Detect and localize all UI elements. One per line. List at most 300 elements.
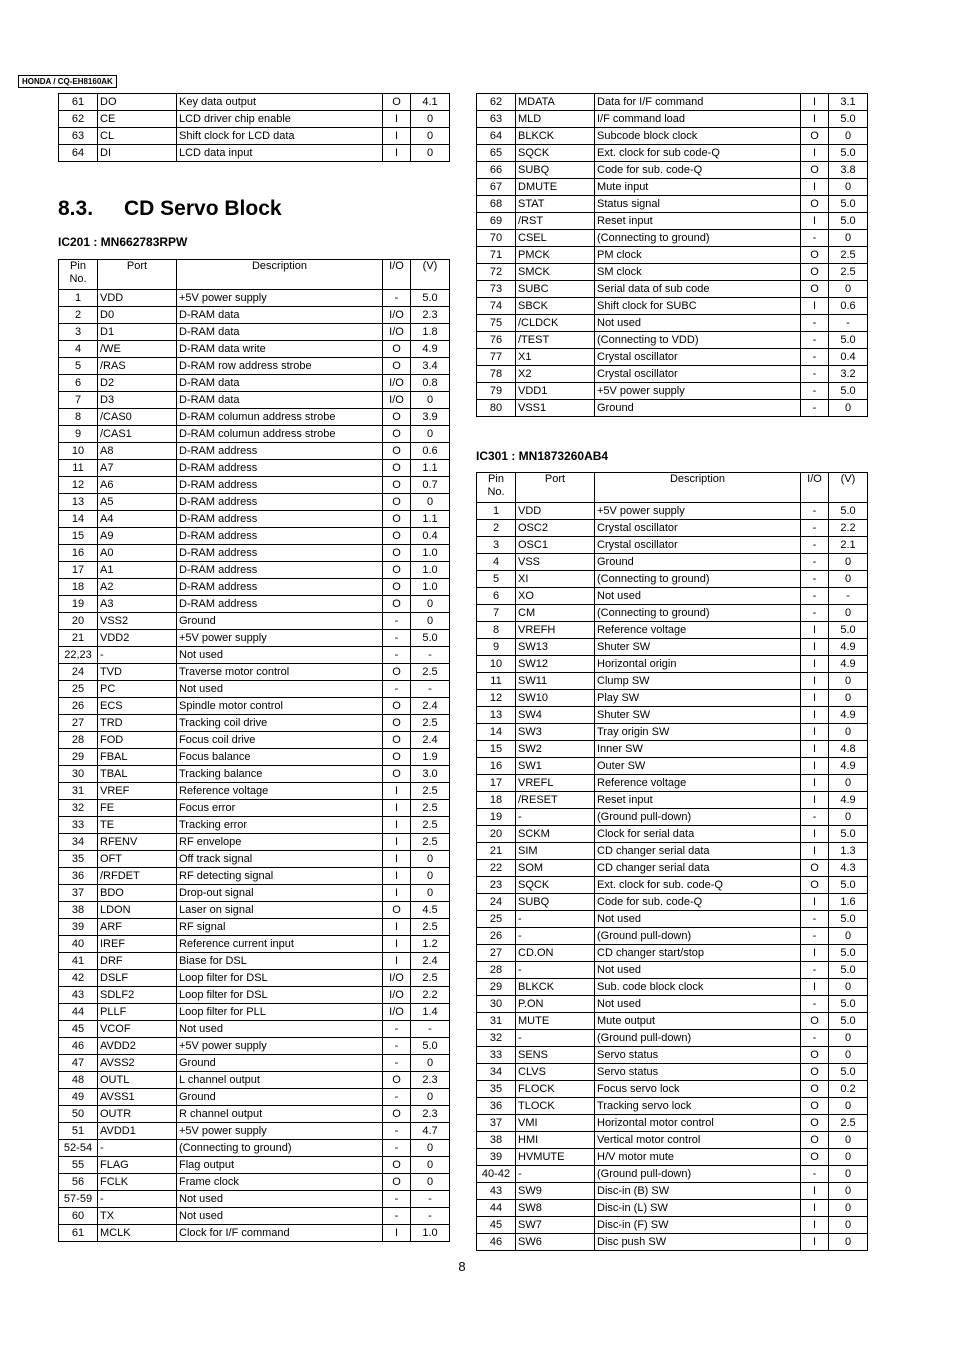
cell-port: BDO	[98, 885, 177, 902]
cell-desc: Tracking balance	[177, 766, 383, 783]
table-row	[477, 996, 868, 1013]
ic301-title: IC301 : MN1873260AB4	[476, 449, 609, 463]
cell-port: A1	[98, 562, 177, 579]
cell-v: 0	[829, 1217, 868, 1234]
cell-port: SW8	[516, 1200, 595, 1217]
cell-desc: (Ground pull-down)	[595, 809, 801, 826]
table-row	[59, 1123, 450, 1140]
cell-port: SW6	[516, 1234, 595, 1251]
cell-desc: Reference voltage	[177, 783, 383, 800]
table-row	[59, 290, 450, 307]
cell-desc: Subcode block clock	[595, 128, 801, 145]
cell-v: 0.2	[829, 1081, 868, 1098]
cell-v: 2.5	[829, 264, 868, 281]
cell-pin: 40-42	[477, 1166, 516, 1183]
cell-port: A5	[98, 494, 177, 511]
cell-desc: Crystal oscillator	[595, 520, 801, 537]
cell-v: 4.9	[829, 639, 868, 656]
cell-desc: Reference voltage	[595, 775, 801, 792]
cell-io: O	[801, 281, 829, 298]
cell-v: 3.2	[829, 366, 868, 383]
cell-pin: 6	[59, 375, 98, 392]
cell-desc: Ext. clock for sub. code-Q	[595, 877, 801, 894]
cell-io: O	[383, 477, 411, 494]
table-row	[477, 111, 868, 128]
cell-v: 2.5	[411, 715, 450, 732]
cell-pin: 47	[59, 1055, 98, 1072]
cell-desc: Serial data of sub code	[595, 281, 801, 298]
cell-port: TBAL	[98, 766, 177, 783]
cell-desc: Not used	[177, 1191, 383, 1208]
cell-desc: Focus error	[177, 800, 383, 817]
cell-desc: +5V power supply	[595, 383, 801, 400]
cell-port: MCLK	[98, 1225, 177, 1242]
cell-port: -	[98, 1140, 177, 1157]
cell-pin: 34	[59, 834, 98, 851]
cell-port: -	[516, 809, 595, 826]
cell-io: O	[383, 460, 411, 477]
cell-port: BLKCK	[516, 128, 595, 145]
cell-desc: Clump SW	[595, 673, 801, 690]
cell-io: I	[801, 945, 829, 962]
table-row	[59, 681, 450, 698]
cell-v: 5.0	[829, 911, 868, 928]
cell-desc: +5V power supply	[177, 630, 383, 647]
cell-desc: (Connecting to ground)	[595, 571, 801, 588]
table-row	[477, 264, 868, 281]
cell-v: 0	[411, 613, 450, 630]
table-row	[59, 953, 450, 970]
table-row	[59, 783, 450, 800]
cell-pin: 68	[477, 196, 516, 213]
cell-io: I	[801, 622, 829, 639]
cell-pin: 60	[59, 1208, 98, 1225]
cell-port: CD.ON	[516, 945, 595, 962]
table-row	[477, 366, 868, 383]
cell-pin: 6	[477, 588, 516, 605]
cell-port: SW12	[516, 656, 595, 673]
cell-v: 5.0	[411, 1038, 450, 1055]
cell-io: -	[801, 996, 829, 1013]
table-row	[59, 94, 450, 111]
cell-port: SW7	[516, 1217, 595, 1234]
cell-io: O	[383, 545, 411, 562]
cell-desc: Servo status	[595, 1047, 801, 1064]
cell-v: 0	[411, 1174, 450, 1191]
cell-pin: 42	[59, 970, 98, 987]
cell-desc: Crystal oscillator	[595, 349, 801, 366]
cell-io: I	[383, 817, 411, 834]
cell-desc: Reset input	[595, 213, 801, 230]
cell-port: -	[98, 647, 177, 664]
cell-io: O	[801, 1098, 829, 1115]
cell-io: I	[801, 145, 829, 162]
table-row	[59, 358, 450, 375]
cell-desc: Off track signal	[177, 851, 383, 868]
cell-port: /CAS0	[98, 409, 177, 426]
cell-port: CM	[516, 605, 595, 622]
cell-pin: 16	[477, 758, 516, 775]
cell-v: 5.0	[829, 383, 868, 400]
cell-pin: 57-59	[59, 1191, 98, 1208]
table-row	[477, 1166, 868, 1183]
cell-port: AVDD1	[98, 1123, 177, 1140]
cell-pin: 5	[59, 358, 98, 375]
cell-port: SUBQ	[516, 162, 595, 179]
cell-io: I	[801, 298, 829, 315]
table-row	[59, 664, 450, 681]
cell-desc: Horizontal motor control	[595, 1115, 801, 1132]
cell-io: I	[383, 1225, 411, 1242]
cell-v: 2.5	[411, 834, 450, 851]
cell-port: SIM	[516, 843, 595, 860]
ic201-pin-table-continued	[476, 93, 868, 417]
cell-v: 2.5	[411, 919, 450, 936]
cell-desc: R channel output	[177, 1106, 383, 1123]
cell-io: -	[801, 911, 829, 928]
cell-io: -	[801, 383, 829, 400]
cell-io: I	[801, 843, 829, 860]
table-row	[477, 1200, 868, 1217]
cell-desc: (Connecting to ground)	[595, 605, 801, 622]
cell-v: 0	[829, 1132, 868, 1149]
table-row	[477, 281, 868, 298]
cell-port: SW2	[516, 741, 595, 758]
cell-v: 2.5	[411, 800, 450, 817]
table-row	[477, 775, 868, 792]
cell-v: 4.9	[829, 707, 868, 724]
cell-port: DSLF	[98, 970, 177, 987]
cell-io: -	[801, 571, 829, 588]
table-row	[59, 528, 450, 545]
cell-v: 2.3	[411, 307, 450, 324]
cell-io: I	[801, 758, 829, 775]
cell-pin: 43	[59, 987, 98, 1004]
cell-io: O	[383, 664, 411, 681]
cell-io: -	[383, 290, 411, 307]
table-row	[59, 324, 450, 341]
cell-v: 0	[829, 605, 868, 622]
cell-v: 2.4	[411, 953, 450, 970]
cell-pin: 64	[59, 145, 98, 162]
table-row	[59, 545, 450, 562]
cell-io: I	[801, 894, 829, 911]
cell-io: -	[383, 1055, 411, 1072]
column-header-pin: Pin No.	[59, 260, 98, 290]
table-row	[477, 1047, 868, 1064]
cell-desc: Focus balance	[177, 749, 383, 766]
cell-io: -	[383, 630, 411, 647]
cell-pin: 5	[477, 571, 516, 588]
cell-port: AVSS2	[98, 1055, 177, 1072]
cell-port: A7	[98, 460, 177, 477]
cell-port: ECS	[98, 698, 177, 715]
table-row	[477, 1064, 868, 1081]
cell-pin: 63	[477, 111, 516, 128]
cell-port: TE	[98, 817, 177, 834]
cell-v: 0	[829, 928, 868, 945]
cell-desc: Not used	[177, 1021, 383, 1038]
table-row	[477, 230, 868, 247]
cell-desc: Shift clock for SUBC	[595, 298, 801, 315]
table-row	[477, 979, 868, 996]
cell-io: -	[383, 681, 411, 698]
cell-port: VMI	[516, 1115, 595, 1132]
cell-pin: 4	[59, 341, 98, 358]
cell-pin: 2	[477, 520, 516, 537]
cell-pin: 28	[59, 732, 98, 749]
cell-io: -	[801, 809, 829, 826]
table-row	[477, 315, 868, 332]
table-row	[477, 247, 868, 264]
cell-port: /RST	[516, 213, 595, 230]
cell-io: -	[383, 1021, 411, 1038]
cell-io: O	[383, 766, 411, 783]
cell-desc: Not used	[595, 315, 801, 332]
cell-io: I	[383, 800, 411, 817]
column-header-io: I/O	[383, 260, 411, 290]
cell-v: 5.0	[829, 196, 868, 213]
cell-port: DI	[98, 145, 177, 162]
table-row	[59, 477, 450, 494]
cell-port: CLVS	[516, 1064, 595, 1081]
cell-desc: Sub. code block clock	[595, 979, 801, 996]
cell-desc: H/V motor mute	[595, 1149, 801, 1166]
table-row	[59, 698, 450, 715]
cell-io: I	[801, 707, 829, 724]
cell-pin: 29	[59, 749, 98, 766]
cell-desc: D-RAM data	[177, 307, 383, 324]
table-row	[477, 1132, 868, 1149]
cell-desc: D-RAM data	[177, 375, 383, 392]
cell-pin: 26	[59, 698, 98, 715]
table-row	[59, 834, 450, 851]
table-row	[59, 128, 450, 145]
cell-v: 1.4	[411, 1004, 450, 1021]
cell-port: SOM	[516, 860, 595, 877]
page-number	[0, 1259, 920, 1274]
cell-port: FLAG	[98, 1157, 177, 1174]
cell-desc: (Connecting to VDD)	[595, 332, 801, 349]
cell-desc: Disc-in (B) SW	[595, 1183, 801, 1200]
table-row	[59, 1004, 450, 1021]
cell-v: 0.8	[411, 375, 450, 392]
cell-pin: 79	[477, 383, 516, 400]
cell-desc: Horizontal origin	[595, 656, 801, 673]
cell-port: VSS1	[516, 400, 595, 417]
cell-io: -	[801, 366, 829, 383]
cell-io: -	[801, 1030, 829, 1047]
cell-desc: (Ground pull-down)	[595, 1166, 801, 1183]
cell-desc: D-RAM address	[177, 596, 383, 613]
cell-io: I	[383, 885, 411, 902]
cell-port: VSS	[516, 554, 595, 571]
column-header-desc: Description	[595, 473, 801, 503]
cell-io: I	[801, 690, 829, 707]
cell-io: I	[383, 936, 411, 953]
cell-io: O	[383, 579, 411, 596]
cell-desc: Loop filter for PLL	[177, 1004, 383, 1021]
cell-v: 0	[829, 1234, 868, 1251]
cell-v: 2.5	[411, 817, 450, 834]
cell-pin: 23	[477, 877, 516, 894]
cell-v: 1.0	[411, 562, 450, 579]
cell-v: 2.2	[411, 987, 450, 1004]
cell-desc: Tray origin SW	[595, 724, 801, 741]
cell-v: 5.0	[829, 503, 868, 520]
table-row	[477, 213, 868, 230]
cell-port: MLD	[516, 111, 595, 128]
cell-v: 0	[411, 596, 450, 613]
table-row	[59, 902, 450, 919]
cell-io: O	[383, 732, 411, 749]
cell-pin: 4	[477, 554, 516, 571]
table-row	[477, 128, 868, 145]
cell-desc: Play SW	[595, 690, 801, 707]
table-row	[477, 1217, 868, 1234]
cell-pin: 30	[477, 996, 516, 1013]
table-row	[59, 511, 450, 528]
cell-desc: Ext. clock for sub code-Q	[595, 145, 801, 162]
table-row	[59, 145, 450, 162]
cell-desc: Shift clock for LCD data	[177, 128, 383, 145]
cell-pin: 55	[59, 1157, 98, 1174]
cell-v: 0	[411, 426, 450, 443]
cell-desc: CD changer serial data	[595, 860, 801, 877]
cell-v: 5.0	[829, 213, 868, 230]
cell-io: I/O	[383, 307, 411, 324]
cell-pin: 61	[59, 94, 98, 111]
cell-io: -	[801, 1166, 829, 1183]
cell-desc: Key data output	[177, 94, 383, 111]
cell-io: O	[801, 162, 829, 179]
cell-port: -	[98, 1191, 177, 1208]
cell-pin: 46	[59, 1038, 98, 1055]
cell-io: O	[801, 196, 829, 213]
cell-v: 0	[829, 1149, 868, 1166]
cell-pin: 1	[59, 290, 98, 307]
table-row	[59, 613, 450, 630]
cell-pin: 30	[59, 766, 98, 783]
cell-io: I	[383, 919, 411, 936]
cell-io: O	[383, 1157, 411, 1174]
cell-v: 1.2	[411, 936, 450, 953]
cell-pin: 18	[477, 792, 516, 809]
cell-pin: 69	[477, 213, 516, 230]
cell-desc: Shuter SW	[595, 707, 801, 724]
cell-desc: Focus coil drive	[177, 732, 383, 749]
page-number-text: 8	[458, 1259, 466, 1274]
cell-pin: 38	[477, 1132, 516, 1149]
cell-io: O	[383, 511, 411, 528]
cell-desc: D-RAM address	[177, 511, 383, 528]
cell-desc: Mute output	[595, 1013, 801, 1030]
cell-pin: 7	[477, 605, 516, 622]
cell-pin: 76	[477, 332, 516, 349]
cell-desc: D-RAM address	[177, 443, 383, 460]
cell-desc: Disc-in (F) SW	[595, 1217, 801, 1234]
cell-desc: L channel output	[177, 1072, 383, 1089]
cell-pin: 70	[477, 230, 516, 247]
cell-pin: 22,23	[59, 647, 98, 664]
cell-port: SW9	[516, 1183, 595, 1200]
cell-io: O	[801, 1047, 829, 1064]
cell-v: 5.0	[829, 1013, 868, 1030]
cell-io: I/O	[383, 987, 411, 1004]
cell-pin: 37	[59, 885, 98, 902]
cell-io: O	[801, 1149, 829, 1166]
cell-v: 1.6	[829, 894, 868, 911]
cell-pin: 45	[59, 1021, 98, 1038]
cell-desc: Loop filter for DSL	[177, 970, 383, 987]
cell-pin: 44	[477, 1200, 516, 1217]
table-row	[477, 622, 868, 639]
cell-io: I	[383, 145, 411, 162]
cell-pin: 8	[59, 409, 98, 426]
cell-pin: 18	[59, 579, 98, 596]
cell-port: PLLF	[98, 1004, 177, 1021]
cell-desc: Not used	[595, 588, 801, 605]
cell-desc: Disc push SW	[595, 1234, 801, 1251]
cell-io: -	[383, 1123, 411, 1140]
cell-desc: Frame clock	[177, 1174, 383, 1191]
cell-pin: 39	[59, 919, 98, 936]
cell-v: 3.1	[829, 94, 868, 111]
cell-v: 2.3	[411, 1106, 450, 1123]
cell-io: O	[383, 749, 411, 766]
table-row	[477, 690, 868, 707]
cell-v: 1.0	[411, 579, 450, 596]
cell-v: 0	[829, 724, 868, 741]
cell-desc: Laser on signal	[177, 902, 383, 919]
cell-v: 4.1	[411, 94, 450, 111]
cell-io: O	[383, 1106, 411, 1123]
cell-pin: 9	[477, 639, 516, 656]
cell-io: I	[383, 851, 411, 868]
cell-pin: 37	[477, 1115, 516, 1132]
cell-v: -	[829, 588, 868, 605]
cell-desc: Code for sub. code-Q	[595, 894, 801, 911]
cell-io: I/O	[383, 1004, 411, 1021]
cell-pin: 51	[59, 1123, 98, 1140]
cell-io: -	[383, 1191, 411, 1208]
cell-desc: +5V power supply	[177, 1038, 383, 1055]
cell-desc: D-RAM address	[177, 528, 383, 545]
cell-port: SDLF2	[98, 987, 177, 1004]
table-row	[477, 588, 868, 605]
cell-io: I	[801, 639, 829, 656]
cell-v: 0	[411, 1140, 450, 1157]
cell-io: O	[801, 1013, 829, 1030]
cell-port: -	[516, 1166, 595, 1183]
cell-port: VCOF	[98, 1021, 177, 1038]
cell-desc: D-RAM columun address strobe	[177, 409, 383, 426]
cell-v: 0	[829, 673, 868, 690]
table-row	[477, 145, 868, 162]
cell-pin: 17	[59, 562, 98, 579]
cell-pin: 31	[59, 783, 98, 800]
table-row	[59, 936, 450, 953]
table-row	[477, 383, 868, 400]
cell-io: I	[383, 953, 411, 970]
cell-v: 2.4	[411, 732, 450, 749]
cell-desc: Outer SW	[595, 758, 801, 775]
cell-pin: 67	[477, 179, 516, 196]
table-row	[59, 732, 450, 749]
cell-pin: 71	[477, 247, 516, 264]
table-header-row	[477, 473, 868, 503]
table-row	[59, 409, 450, 426]
